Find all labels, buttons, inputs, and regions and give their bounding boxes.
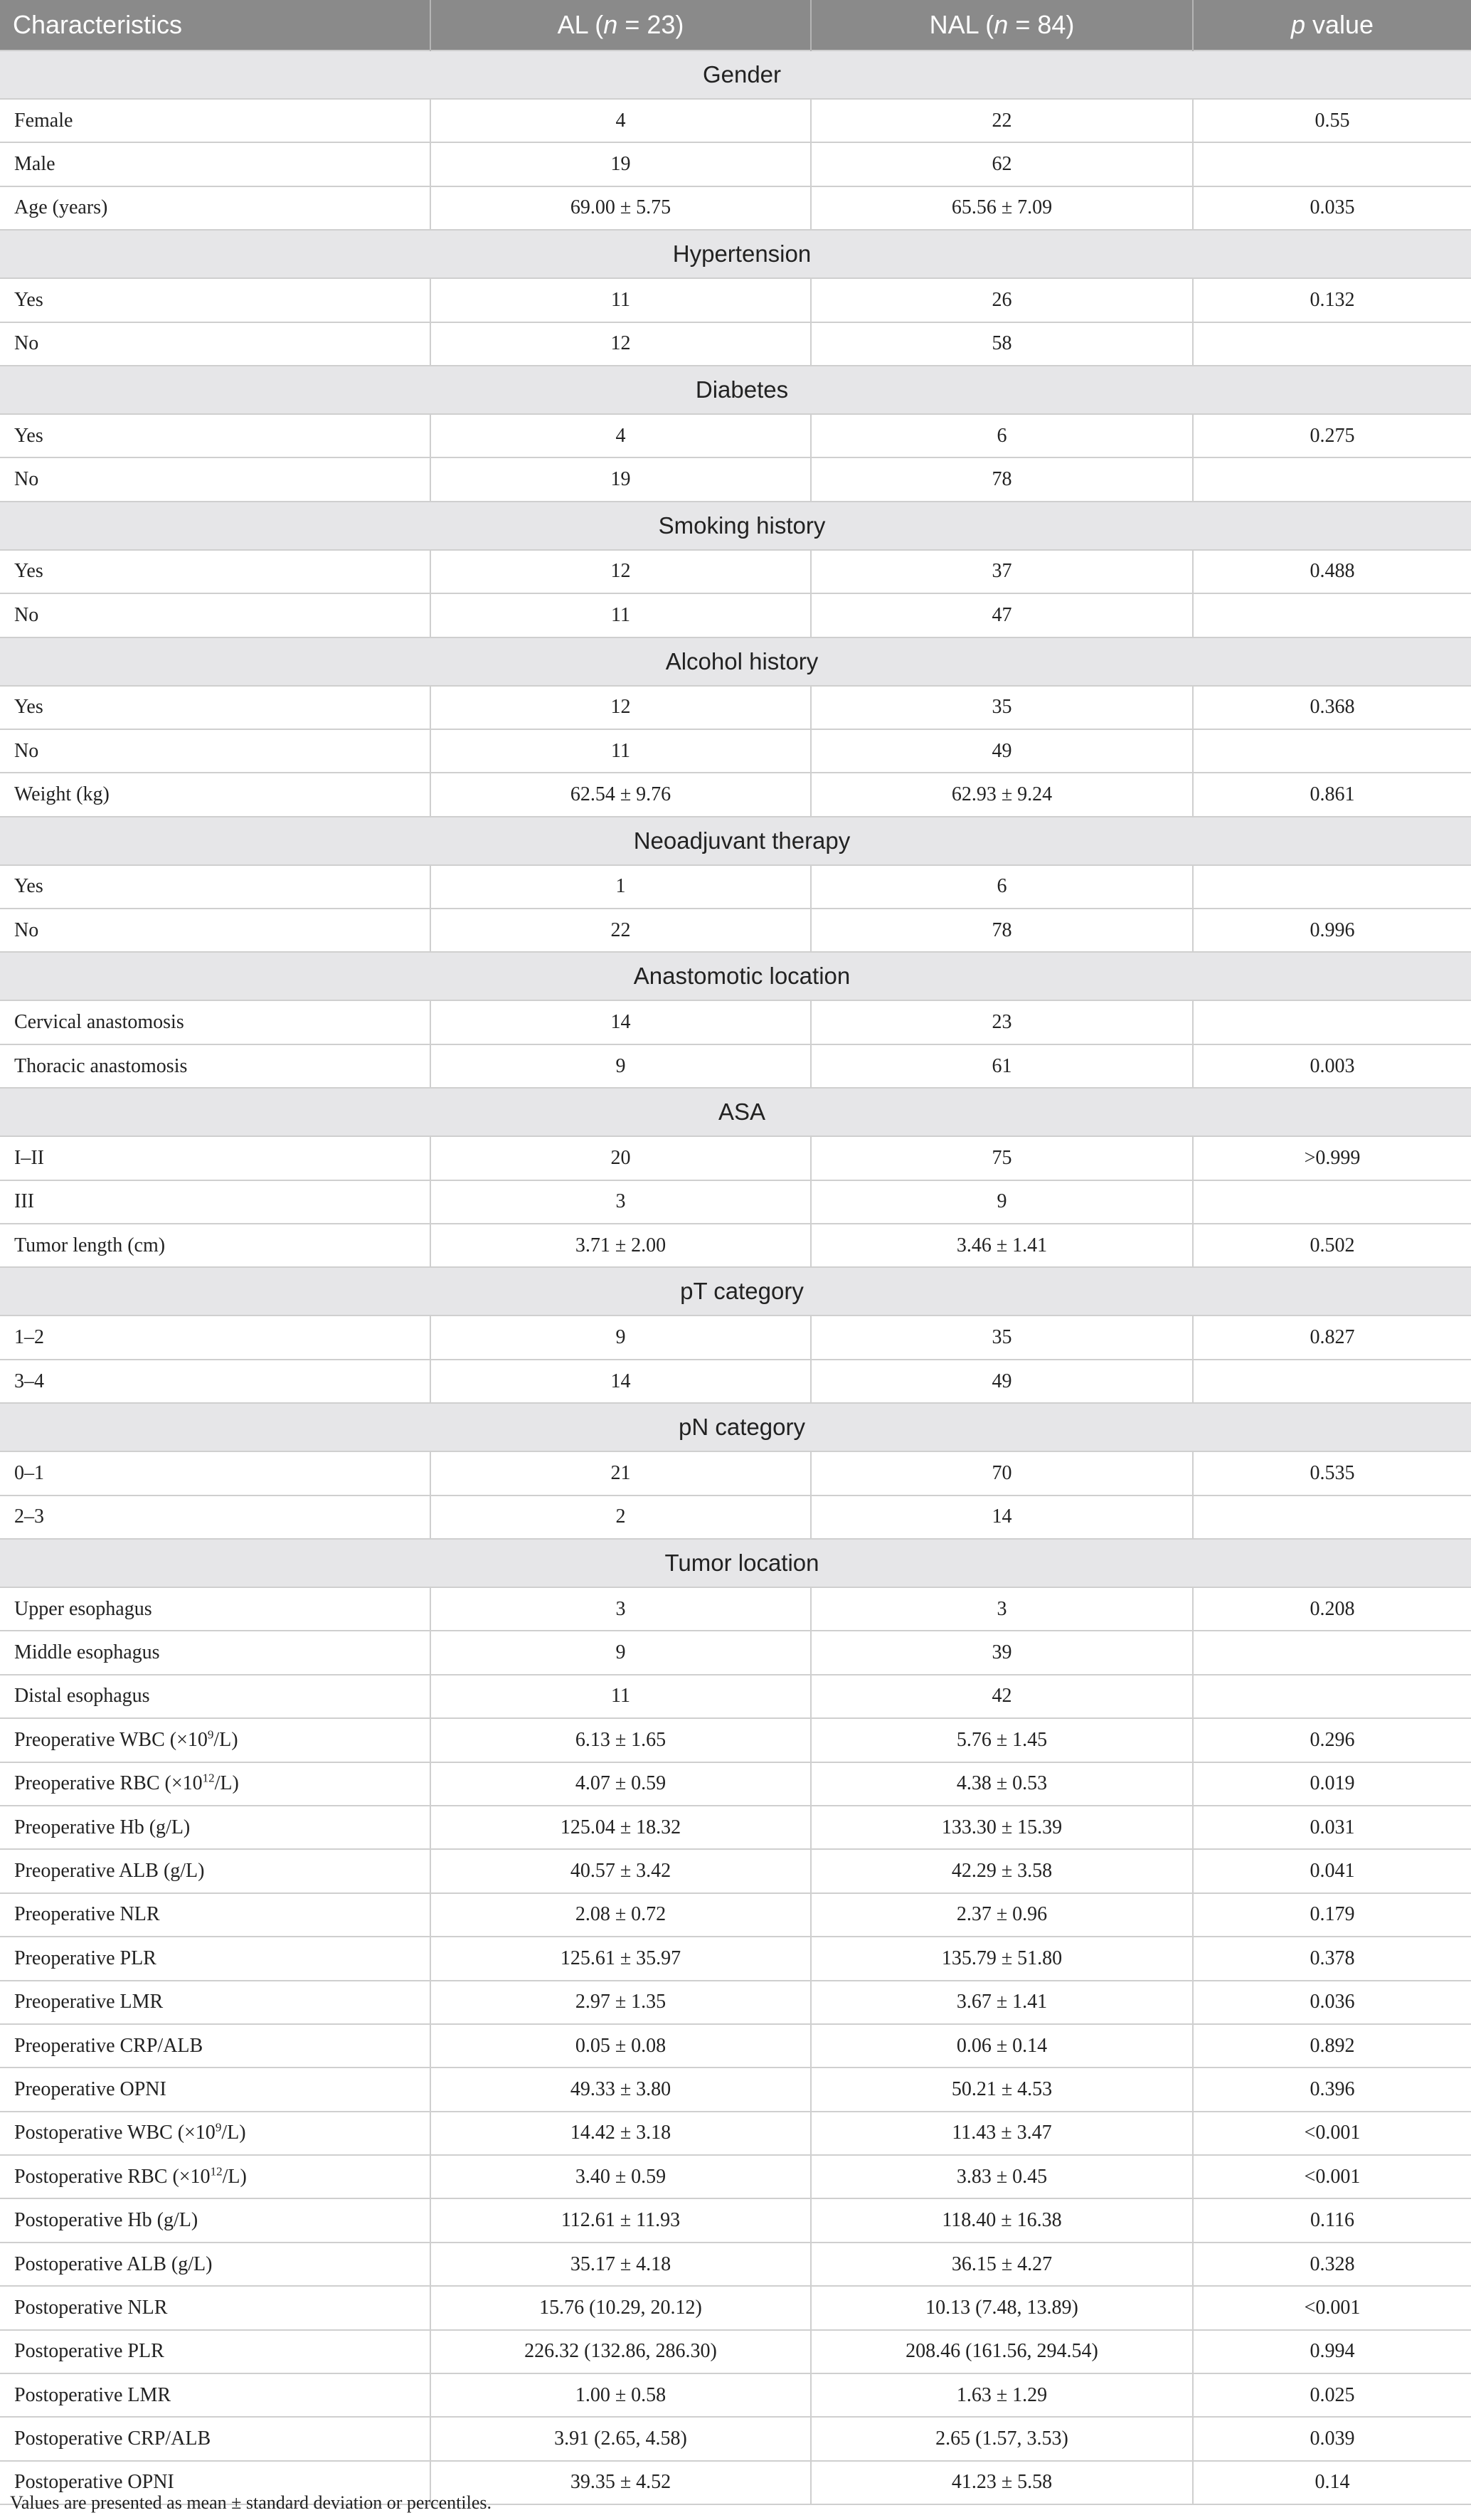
- p-value: [1193, 1631, 1471, 1674]
- row-label: 0–1: [0, 1451, 430, 1495]
- al-value: 9: [430, 1044, 811, 1088]
- row-label: Postoperative RBC $(\times 10^{12}/L)$: [0, 2155, 430, 2198]
- al-value: 9: [430, 1631, 811, 1674]
- row-label: Preoperative PLR: [0, 1937, 430, 1980]
- table-row: [0, 2155, 1471, 2198]
- nal-value: 3.67 ± 1.41: [811, 1981, 1193, 2024]
- header-nal: NAL (n = 84): [811, 0, 1193, 51]
- p-value: 0.861: [1193, 773, 1471, 816]
- row-label: No: [0, 909, 430, 952]
- table-row: [0, 2198, 1471, 2242]
- section-label: Diabetes: [0, 366, 1471, 414]
- section-label: pN category: [0, 1403, 1471, 1451]
- section-header-row: [0, 366, 1471, 414]
- table-row: [0, 457, 1471, 501]
- nal-value: 10.13 (7.48, 13.89): [811, 2286, 1193, 2329]
- row-label: Preoperative WBC $(\times 10^9/L)$: [0, 1718, 430, 1762]
- nal-value: 65.56 ± 7.09: [811, 186, 1193, 230]
- row-label: 1–2: [0, 1315, 430, 1359]
- nal-value: 2.37 ± 0.96: [811, 1893, 1193, 1937]
- row-label: Preoperative RBC $(\times 10^{12}/L)$: [0, 1762, 430, 1806]
- row-label: Cervical anastomosis: [0, 1000, 430, 1044]
- table-row: [0, 2286, 1471, 2329]
- table-row: [0, 1849, 1471, 1892]
- nal-value: 35: [811, 1315, 1193, 1359]
- p-value: [1193, 1360, 1471, 1403]
- al-value: 1: [430, 865, 811, 909]
- table-row: [0, 1315, 1471, 1359]
- row-label: No: [0, 322, 430, 366]
- al-value: 35.17 ± 4.18: [430, 2243, 811, 2286]
- table-row: [0, 186, 1471, 230]
- row-label: Postoperative Hb (g/L): [0, 2198, 430, 2242]
- nal-value: 1.63 ± 1.29: [811, 2373, 1193, 2417]
- row-label: Preoperative NLR: [0, 1893, 430, 1937]
- section-header-row: [0, 1403, 1471, 1451]
- table-row: [0, 909, 1471, 952]
- al-value: 2.08 ± 0.72: [430, 1893, 811, 1937]
- p-value: 0.116: [1193, 2198, 1471, 2242]
- al-value: 3: [430, 1180, 811, 1224]
- al-value: 125.61 ± 35.97: [430, 1937, 811, 1980]
- p-value: <0.001: [1193, 2155, 1471, 2198]
- row-label: Tumor length (cm): [0, 1224, 430, 1267]
- row-label: No: [0, 593, 430, 637]
- table-row: [0, 1587, 1471, 1631]
- nal-value: 3.83 ± 0.45: [811, 2155, 1193, 2198]
- al-value: 4: [430, 414, 811, 457]
- al-value: 3.40 ± 0.59: [430, 2155, 811, 2198]
- p-value: 0.996: [1193, 909, 1471, 952]
- p-value: [1193, 457, 1471, 501]
- row-label: Preoperative CRP/ALB: [0, 2024, 430, 2068]
- al-value: 20: [430, 1136, 811, 1180]
- p-value: [1193, 1180, 1471, 1224]
- nal-value: 3: [811, 1587, 1193, 1631]
- al-value: 4.07 ± 0.59: [430, 1762, 811, 1806]
- al-value: 12: [430, 686, 811, 729]
- row-label: I–II: [0, 1136, 430, 1180]
- p-value: 0.019: [1193, 1762, 1471, 1806]
- p-value: 0.535: [1193, 1451, 1471, 1495]
- table-row: [0, 1762, 1471, 1806]
- nal-value: 50.21 ± 4.53: [811, 2068, 1193, 2111]
- row-label: Yes: [0, 865, 430, 909]
- p-value: 0.179: [1193, 1893, 1471, 1937]
- p-value: 0.892: [1193, 2024, 1471, 2068]
- al-value: 9: [430, 1315, 811, 1359]
- table-row: [0, 773, 1471, 816]
- table-row: [0, 550, 1471, 593]
- nal-value: 118.40 ± 16.38: [811, 2198, 1193, 2242]
- p-value: 0.031: [1193, 1806, 1471, 1849]
- nal-value: 135.79 ± 51.80: [811, 1937, 1193, 1980]
- nal-value: 5.76 ± 1.45: [811, 1718, 1193, 1762]
- nal-value: 70: [811, 1451, 1193, 1495]
- nal-value: 26: [811, 278, 1193, 322]
- table-row: [0, 414, 1471, 457]
- al-value: 6.13 ± 1.65: [430, 1718, 811, 1762]
- p-value: 0.275: [1193, 414, 1471, 457]
- nal-value: 37: [811, 550, 1193, 593]
- p-value: 0.368: [1193, 686, 1471, 729]
- p-value: 0.502: [1193, 1224, 1471, 1267]
- section-label: Anastomotic location: [0, 952, 1471, 1000]
- p-value: 0.827: [1193, 1315, 1471, 1359]
- section-header-row: [0, 817, 1471, 865]
- nal-value: 4.38 ± 0.53: [811, 1762, 1193, 1806]
- header-al: AL (n = 23): [430, 0, 811, 51]
- row-label: Upper esophagus: [0, 1587, 430, 1631]
- p-value: [1193, 1000, 1471, 1044]
- nal-value: 2.65 (1.57, 3.53): [811, 2417, 1193, 2460]
- row-label: Preoperative LMR: [0, 1981, 430, 2024]
- row-label: Weight (kg): [0, 773, 430, 816]
- section-header-row: [0, 952, 1471, 1000]
- row-label: Age (years): [0, 186, 430, 230]
- table-row: [0, 1718, 1471, 1762]
- al-value: 19: [430, 142, 811, 186]
- al-value: 11: [430, 1675, 811, 1718]
- p-value: [1193, 322, 1471, 366]
- al-value: 226.32 (132.86, 286.30): [430, 2330, 811, 2373]
- al-value: 62.54 ± 9.76: [430, 773, 811, 816]
- row-label: III: [0, 1180, 430, 1224]
- al-value: 3.91 (2.65, 4.58): [430, 2417, 811, 2460]
- nal-value: 11.43 ± 3.47: [811, 2112, 1193, 2155]
- p-value: 0.003: [1193, 1044, 1471, 1088]
- row-label: Yes: [0, 414, 430, 457]
- section-label: Neoadjuvant therapy: [0, 817, 1471, 865]
- p-value: 0.039: [1193, 2417, 1471, 2460]
- table-row: [0, 729, 1471, 773]
- table-row: [0, 1495, 1471, 1539]
- row-label: Postoperative NLR: [0, 2286, 430, 2329]
- al-value: 14: [430, 1360, 811, 1403]
- header-characteristics: Characteristics: [0, 0, 430, 51]
- table-row: [0, 1180, 1471, 1224]
- p-value: [1193, 593, 1471, 637]
- p-value: [1193, 1675, 1471, 1718]
- nal-value: 61: [811, 1044, 1193, 1088]
- p-value: 0.994: [1193, 2330, 1471, 2373]
- al-value: 2.97 ± 1.35: [430, 1981, 811, 2024]
- table-row: [0, 99, 1471, 142]
- table-row: [0, 1136, 1471, 1180]
- p-value: 0.14: [1193, 2461, 1471, 2504]
- table-row: [0, 1631, 1471, 1674]
- row-label: Preoperative OPNI: [0, 2068, 430, 2111]
- nal-value: 6: [811, 865, 1193, 909]
- nal-value: 42.29 ± 3.58: [811, 1849, 1193, 1892]
- nal-value: 0.06 ± 0.14: [811, 2024, 1193, 2068]
- table-row: [0, 1451, 1471, 1495]
- nal-value: 49: [811, 1360, 1193, 1403]
- nal-value: 14: [811, 1495, 1193, 1539]
- p-value: 0.036: [1193, 1981, 1471, 2024]
- row-label: Yes: [0, 686, 430, 729]
- al-value: 14.42 ± 3.18: [430, 2112, 811, 2155]
- row-label: 3–4: [0, 1360, 430, 1403]
- section-label: pT category: [0, 1267, 1471, 1315]
- table-row: [0, 1360, 1471, 1403]
- nal-value: 23: [811, 1000, 1193, 1044]
- nal-value: 22: [811, 99, 1193, 142]
- nal-value: 49: [811, 729, 1193, 773]
- row-label: Postoperative LMR: [0, 2373, 430, 2417]
- nal-value: 3.46 ± 1.41: [811, 1224, 1193, 1267]
- nal-value: 35: [811, 686, 1193, 729]
- table-row: [0, 142, 1471, 186]
- table-row: [0, 1806, 1471, 1849]
- table-row: [0, 686, 1471, 729]
- section-header-row: [0, 1539, 1471, 1587]
- nal-value: 78: [811, 909, 1193, 952]
- table-row: [0, 1893, 1471, 1937]
- section-label: Tumor location: [0, 1539, 1471, 1587]
- table-row: [0, 2243, 1471, 2286]
- nal-value: 39: [811, 1631, 1193, 1674]
- table-footnote: Values are presented as mean ± standard deviation or percentiles.: [10, 2492, 492, 2513]
- row-label: Preoperative Hb (g/L): [0, 1806, 430, 1849]
- table-row: [0, 1224, 1471, 1267]
- section-header-row: [0, 1088, 1471, 1136]
- al-value: 2: [430, 1495, 811, 1539]
- p-value: 0.328: [1193, 2243, 1471, 2286]
- row-label: Yes: [0, 278, 430, 322]
- p-value: <0.001: [1193, 2286, 1471, 2329]
- p-value: 0.025: [1193, 2373, 1471, 2417]
- al-value: 11: [430, 278, 811, 322]
- row-label: Male: [0, 142, 430, 186]
- row-label: Female: [0, 99, 430, 142]
- row-label: No: [0, 729, 430, 773]
- p-value: >0.999: [1193, 1136, 1471, 1180]
- p-value: 0.041: [1193, 1849, 1471, 1892]
- al-value: 40.57 ± 3.42: [430, 1849, 811, 1892]
- row-label: No: [0, 457, 430, 501]
- nal-value: 62: [811, 142, 1193, 186]
- p-value: 0.55: [1193, 99, 1471, 142]
- table-body: [0, 51, 1471, 2504]
- row-label: Postoperative WBC $(\times 10^9/L)$: [0, 2112, 430, 2155]
- al-value: 12: [430, 322, 811, 366]
- al-value: 14: [430, 1000, 811, 1044]
- al-value: 11: [430, 729, 811, 773]
- nal-value: 36.15 ± 4.27: [811, 2243, 1193, 2286]
- table-row: [0, 322, 1471, 366]
- table-row: [0, 2417, 1471, 2460]
- section-label: Gender: [0, 51, 1471, 99]
- al-value: 0.05 ± 0.08: [430, 2024, 811, 2068]
- row-label: Thoracic anastomosis: [0, 1044, 430, 1088]
- row-label: Postoperative OPNI: [0, 2461, 430, 2504]
- section-header-row: [0, 502, 1471, 550]
- p-value: <0.001: [1193, 2112, 1471, 2155]
- p-value: [1193, 142, 1471, 186]
- al-value: 1.00 ± 0.58: [430, 2373, 811, 2417]
- table-row: [0, 1981, 1471, 2024]
- al-value: 22: [430, 909, 811, 952]
- table-header-row: [0, 0, 1471, 51]
- p-value: 0.296: [1193, 1718, 1471, 1762]
- table-row: [0, 2373, 1471, 2417]
- table-row: [0, 2024, 1471, 2068]
- row-label: Preoperative ALB (g/L): [0, 1849, 430, 1892]
- p-value: [1193, 1495, 1471, 1539]
- p-value: [1193, 865, 1471, 909]
- al-value: 11: [430, 593, 811, 637]
- al-value: 3.71 ± 2.00: [430, 1224, 811, 1267]
- row-label: 2–3: [0, 1495, 430, 1539]
- table-row: [0, 593, 1471, 637]
- row-label: Yes: [0, 550, 430, 593]
- section-header-row: [0, 51, 1471, 99]
- row-label: Postoperative CRP/ALB: [0, 2417, 430, 2460]
- al-value: 69.00 ± 5.75: [430, 186, 811, 230]
- table-row: [0, 1000, 1471, 1044]
- section-header-row: [0, 1267, 1471, 1315]
- table-row: [0, 1937, 1471, 1980]
- nal-value: 78: [811, 457, 1193, 501]
- header-p-value: p value: [1290, 10, 1374, 39]
- table-row: [0, 1675, 1471, 1718]
- p-value: 0.208: [1193, 1587, 1471, 1631]
- nal-value: 133.30 ± 15.39: [811, 1806, 1193, 1849]
- nal-value: 208.46 (161.56, 294.54): [811, 2330, 1193, 2373]
- nal-value: 62.93 ± 9.24: [811, 773, 1193, 816]
- nal-value: 41.23 ± 5.58: [811, 2461, 1193, 2504]
- section-label: ASA: [0, 1088, 1471, 1136]
- al-value: 39.35 ± 4.52: [430, 2461, 811, 2504]
- al-value: 49.33 ± 3.80: [430, 2068, 811, 2111]
- al-value: 12: [430, 550, 811, 593]
- al-value: 19: [430, 457, 811, 501]
- section-label: Smoking history: [0, 502, 1471, 550]
- p-value: 0.035: [1193, 186, 1471, 230]
- p-value: 0.488: [1193, 550, 1471, 593]
- table-row: [0, 1044, 1471, 1088]
- nal-value: 75: [811, 1136, 1193, 1180]
- nal-value: 9: [811, 1180, 1193, 1224]
- table-row: [0, 2068, 1471, 2111]
- table-row: [0, 2330, 1471, 2373]
- row-label: Postoperative ALB (g/L): [0, 2243, 430, 2286]
- section-header-row: [0, 637, 1471, 686]
- row-label: Distal esophagus: [0, 1675, 430, 1718]
- p-value: 0.378: [1193, 1937, 1471, 1980]
- p-value: [1193, 729, 1471, 773]
- al-value: 3: [430, 1587, 811, 1631]
- table-row: [0, 2112, 1471, 2155]
- al-value: 4: [430, 99, 811, 142]
- row-label: Postoperative PLR: [0, 2330, 430, 2373]
- p-value: 0.132: [1193, 278, 1471, 322]
- nal-value: 6: [811, 414, 1193, 457]
- section-header-row: [0, 230, 1471, 278]
- nal-value: 47: [811, 593, 1193, 637]
- table-row: [0, 865, 1471, 909]
- section-label: Alcohol history: [0, 637, 1471, 686]
- nal-value: 42: [811, 1675, 1193, 1718]
- nal-value: 58: [811, 322, 1193, 366]
- table-row: [0, 278, 1471, 322]
- row-label: Middle esophagus: [0, 1631, 430, 1674]
- al-value: 125.04 ± 18.32: [430, 1806, 811, 1849]
- al-value: 21: [430, 1451, 811, 1495]
- section-label: Hypertension: [0, 230, 1471, 278]
- al-value: 112.61 ± 11.93: [430, 2198, 811, 2242]
- al-value: 15.76 (10.29, 20.12): [430, 2286, 811, 2329]
- p-value: 0.396: [1193, 2068, 1471, 2111]
